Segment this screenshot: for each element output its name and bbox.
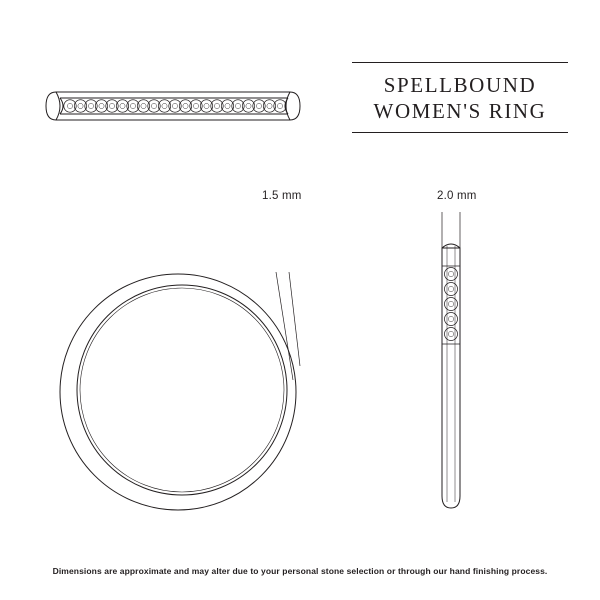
front-circle-view: [58, 262, 298, 502]
title-line-1: SPELLBOUND: [383, 73, 537, 97]
pave-stone-row: [64, 100, 286, 112]
band-flat-view: [42, 88, 304, 124]
title-bottom-rule: [352, 132, 568, 133]
page-title: [352, 63, 568, 132]
side-profile-view: [418, 212, 514, 512]
footer-disclaimer: Dimensions are approximate and may alter due to your personal stone selection or through our hand finishing process.: [52, 566, 548, 576]
title-line-2: WOMEN'S RING: [373, 99, 547, 123]
dimension-label-thickness: 2.0 mm: [437, 190, 477, 202]
title-block: [352, 62, 568, 133]
dimension-leader-thickness: [442, 212, 460, 258]
pave-stone-column: [442, 266, 460, 344]
dimension-leader-band-width: [276, 272, 300, 380]
dimension-label-band-width: 1.5 mm: [262, 190, 302, 202]
